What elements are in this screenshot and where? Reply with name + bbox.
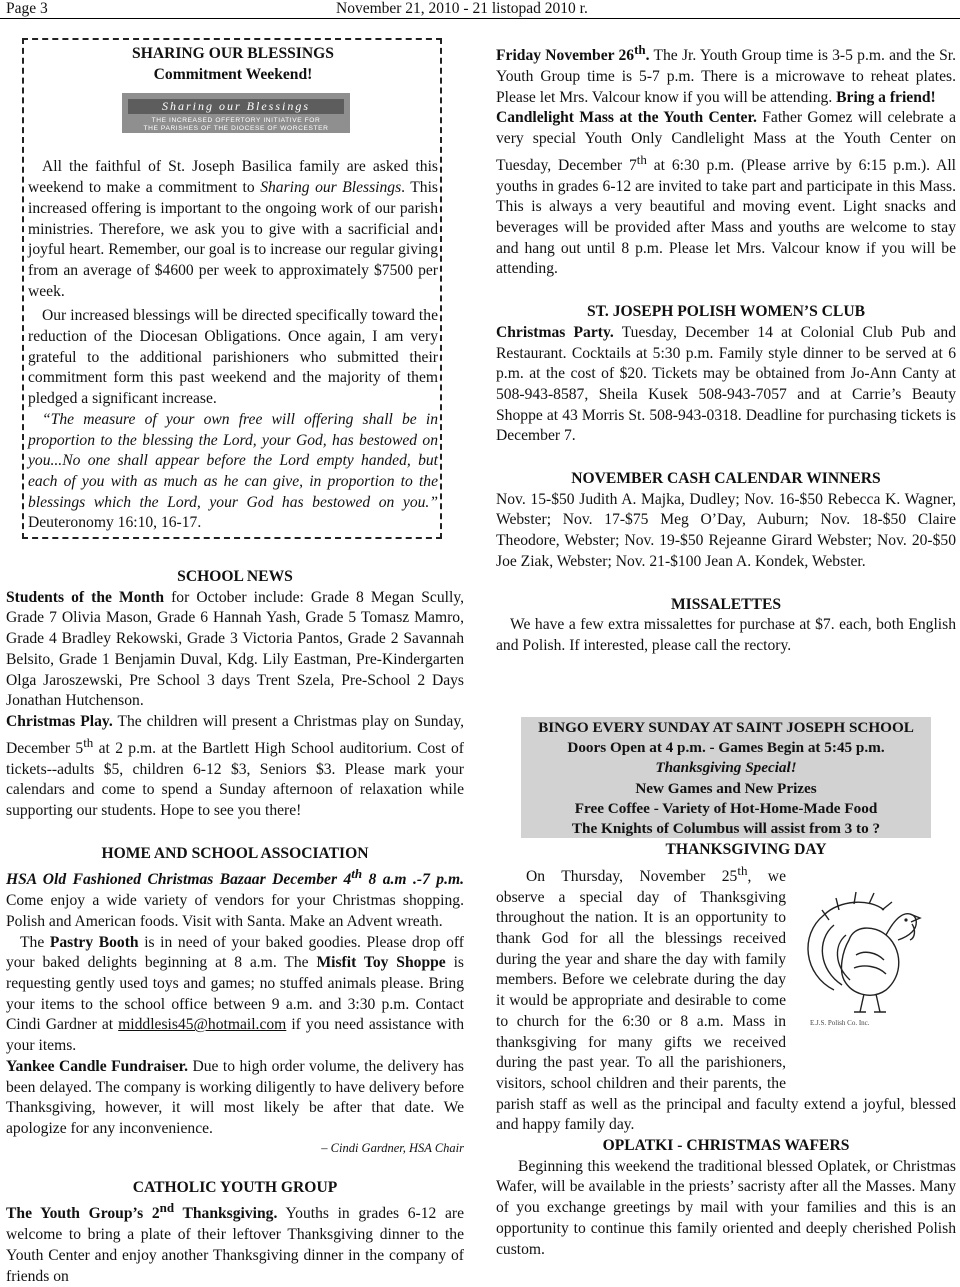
sharing-paragraph-1: All the faithful of St. Joseph Basilica family are asked this weekend to make a commitment to Sharing our Blessings. This increased offering is important to the ongoing work of our parish ministries. Therefore, we ask you to give with a sacrificial and joyful heart. Remember, our goal is to increase our regular giving from an average of $4600 per week to approximately $7500 per week. <box>28 158 438 300</box>
logo-line-2: THE PARISHES OF THE DIOCESE OF WORCESTER <box>143 124 329 132</box>
school-news-title: SCHOOL NEWS <box>177 568 293 585</box>
logo-title: Sharing our Blessings <box>128 99 344 114</box>
scripture-quote: “The measure of your own free will offering shall be in proportion to the blessing the Lord, your God, has bestowed on you...No one shall appear before the Lord empty handed, but each of you with as much as he can give, in proportion to the blessings which the Lord, your God has bestowed on you.” Deuteronomy 16:10, 16-17. <box>28 410 438 532</box>
yankee-candle: Yankee Candle Fundraiser. Due to high order volume, the delivery has been delayed. The company is working diligently to have delivery before Thanksgiving, however, it will most likely be after that date. We apologize for any inconvenience. <box>6 1057 464 1137</box>
missalettes-title: MISSALETTES <box>670 595 782 613</box>
right-column <box>496 40 956 657</box>
sharing-title: SHARING OUR BLESSINGS <box>132 45 334 62</box>
bingo-line-4: New Games and New Prizes <box>635 779 817 797</box>
bingo-box <box>521 717 931 838</box>
christmas-play: Christmas Play. The children will present a Christmas play on Sunday, December 5th at 2 p.m. at the Bartlett High School auditorium. Cost of tickets--adults $5, children 6-12 $3, Seniors $3. Please mark your calendars and come to spend a Sunday afternoon of relaxation while supporting our students. Hope to see you there! <box>6 712 464 819</box>
womens-club-title: ST. JOSEPH POLISH WOMEN’S CLUB <box>587 303 865 321</box>
thanksgiving-title: THANKSGIVING DAY <box>665 841 827 858</box>
hsa-bazaar: HSA Old Fashioned Christmas Bazaar December 4th 8 a.m .-7 p.m. Come enjoy a wide variety of vendors for your Christmas shopping. Polish and American foods. Visit with Santa. Make an Advent wreath. <box>6 866 465 930</box>
thanksgiving-section <box>496 840 956 1260</box>
hsa-pastry-booth: The Pastry Booth is in need of your baked goodies. Please drop off your baked delights beginning at 8 a.m. The Misfit Toy Shoppe is requesting gently used toys and games; no stuffed animals please. Bring your items to the school office between 9 a.m. and 3:30 p.m. Contact Cindi Gardner at middlesis45@hotmail.com if you need assistance with your items. <box>6 933 464 1055</box>
sharing-paragraph-2: Our increased blessings will be directed specifically toward the reduction of the Diocesan Obligations. Once again, I am very grateful to the additional parishioners who submitted their commitment form this past weekend and the majority of them pledged a significant increase. <box>28 307 438 408</box>
bingo-line-1: BINGO EVERY SUNDAY AT SAINT JOSEPH SCHOOL <box>538 719 914 736</box>
bingo-line-5: Free Coffee - Variety of Hot-Home-Made Food <box>574 799 878 817</box>
page-header <box>0 0 960 19</box>
logo-line-1: THE INCREASED OFFERTORY INITIATIVE FOR <box>151 117 321 125</box>
youth-thanksgiving-part-1: The Youth Group’s 2nd Thanksgiving. Youths in grades 6-12 are welcome to bring a plate of their leftover Thanksgiving dinner to the Youth Center and enjoy another Thanksgiving dinner in the company of friends on <box>6 1200 464 1285</box>
hsa-email-link[interactable]: middlesis45@hotmail.com <box>118 1016 287 1034</box>
candlelight-mass: Candlelight Mass at the Youth Center. Father Gomez will celebrate a very special Youth Only Candlelight Mass at the Youth Center on Tuesday, December 7th at 6:30 p.m. (Please arrive by 6:15 p.m.). All youths in grades 6-12 are invited to take part and participate in this Mass. This is always a very beautiful and moving event. Light snacks and beverages will be provided after Mass and youths are welcome to stay and hang out until 8 p.m. Please let Mrs. Valcour know if you will be attending. <box>496 109 956 278</box>
youth-thanksgiving-part-2: Friday November 26th. The Jr. Youth Group time is 3-5 p.m. and the Sr. Youth Group time is 5-7 p.m. There is a microwave to reheat plates. Please let Mrs. Valcour know if you will be attending. Bring a friend! <box>496 42 956 106</box>
sharing-blessings-section <box>28 44 438 534</box>
thanksgiving-text: On Thursday, November 25th, we observe a special day of Thanksgiving throughout the nation. It is an opportunity to thank God for all the blessings received during the year and share the day with family members. Before we celebrate during the day it would be appropriate and desirable to come to church for the 6:30 or 8 a.m. Mass in thanksgiving for many gifts we received during the past year. To all the parishioners, visitors, school children and their parents, the parish staff as well as the principal and faculty extend a joyful, blessed and happy family day. <box>496 862 956 1134</box>
sharing-subtitle: Commitment Weekend! <box>153 65 313 83</box>
hsa-signature: – Cindi Gardner, HSA Chair <box>321 1140 464 1155</box>
page-number: Page 3 <box>6 0 48 17</box>
oplatki-title: OPLATKI - CHRISTMAS WAFERS <box>602 1137 850 1155</box>
turkey-credit: E.J.S. Polish Co. Inc. <box>810 1019 870 1027</box>
students-of-the-month: Students of the Month for October include: Grade 8 Megan Scully, Grade 7 Olivia Mason, Grade 6 Hannah Yash, Grade 5 Tomasz Mamro, Grade 4 Bradley Rekowski, Grade 3 Victoria Pantos, Grade 2 Savannah Belsito, Grade 1 Benjamin Duval, Kdg. Lily Eastman, Pre-Kindergarten Olga Jaroszewski, Pre School 3 days Trent Szela, Pre-School 2 Days Jonathan Hutchenson. <box>6 588 464 710</box>
missalettes-text: We have a few extra missalettes for purchase at $7. each, both English and Polish. If interested, please call the rectory. <box>496 616 956 654</box>
bingo-line-3: Thanksgiving Special! <box>655 759 797 777</box>
cash-calendar-winners: Nov. 15-$50 Judith A. Majka, Dudley; Nov. 16-$50 Rebecca K. Wagner, Webster; Nov. 17-$75 Meg O’Day, Auburn; Nov. 18-$50 Claire Theodore, Webster; Nov. 19-$50 Rejeanne Girard Webster; Nov. 20-$50 Joe Ziak, Webster; Nov. 21-$100 Jean A. Kondek, Webster. <box>496 490 956 570</box>
issue-date: November 21, 2010 - 21 listopad 2010 r. <box>336 0 588 17</box>
youth-group-title: CATHOLIC YOUTH GROUP <box>132 1178 338 1196</box>
bingo-line-6: The Knights of Columbus will assist from 3 to ? <box>571 820 881 838</box>
sharing-blessings-logo <box>122 93 350 133</box>
cash-calendar-title: NOVEMBER CASH CALENDAR WINNERS <box>571 470 881 488</box>
left-column <box>6 567 464 1287</box>
hsa-title: HOME AND SCHOOL ASSOCIATION <box>101 844 369 862</box>
bingo-line-2: Doors Open at 4 p.m. - Games Begin at 5:45 p.m. <box>567 739 885 757</box>
christmas-party: Christmas Party. Tuesday, December 14 at Colonial Club Pub and Restaurant. Cocktails at 5:30 p.m. Family style dinner to be served at 6 p.m. at the cost of $20. Tickets may be obtained from Jo-Ann Canty at 508-943-8587, Sheila Kusek 508-943-7057 and at Carrie’s Beauty Shoppe at 43 Morris St. 508-943-0318. Deadline for purchasing tickets is December 7. <box>496 323 956 445</box>
oplatki-text: Beginning this weekend the traditional blessed Oplatek, or Christmas Wafer, will be available in the priests’ sacristy after all the Masses. Many of you exchange greetings by mail with your families and this is an opportunity to continue this family oriented and deeply cherished Polish custom. <box>496 1157 956 1258</box>
